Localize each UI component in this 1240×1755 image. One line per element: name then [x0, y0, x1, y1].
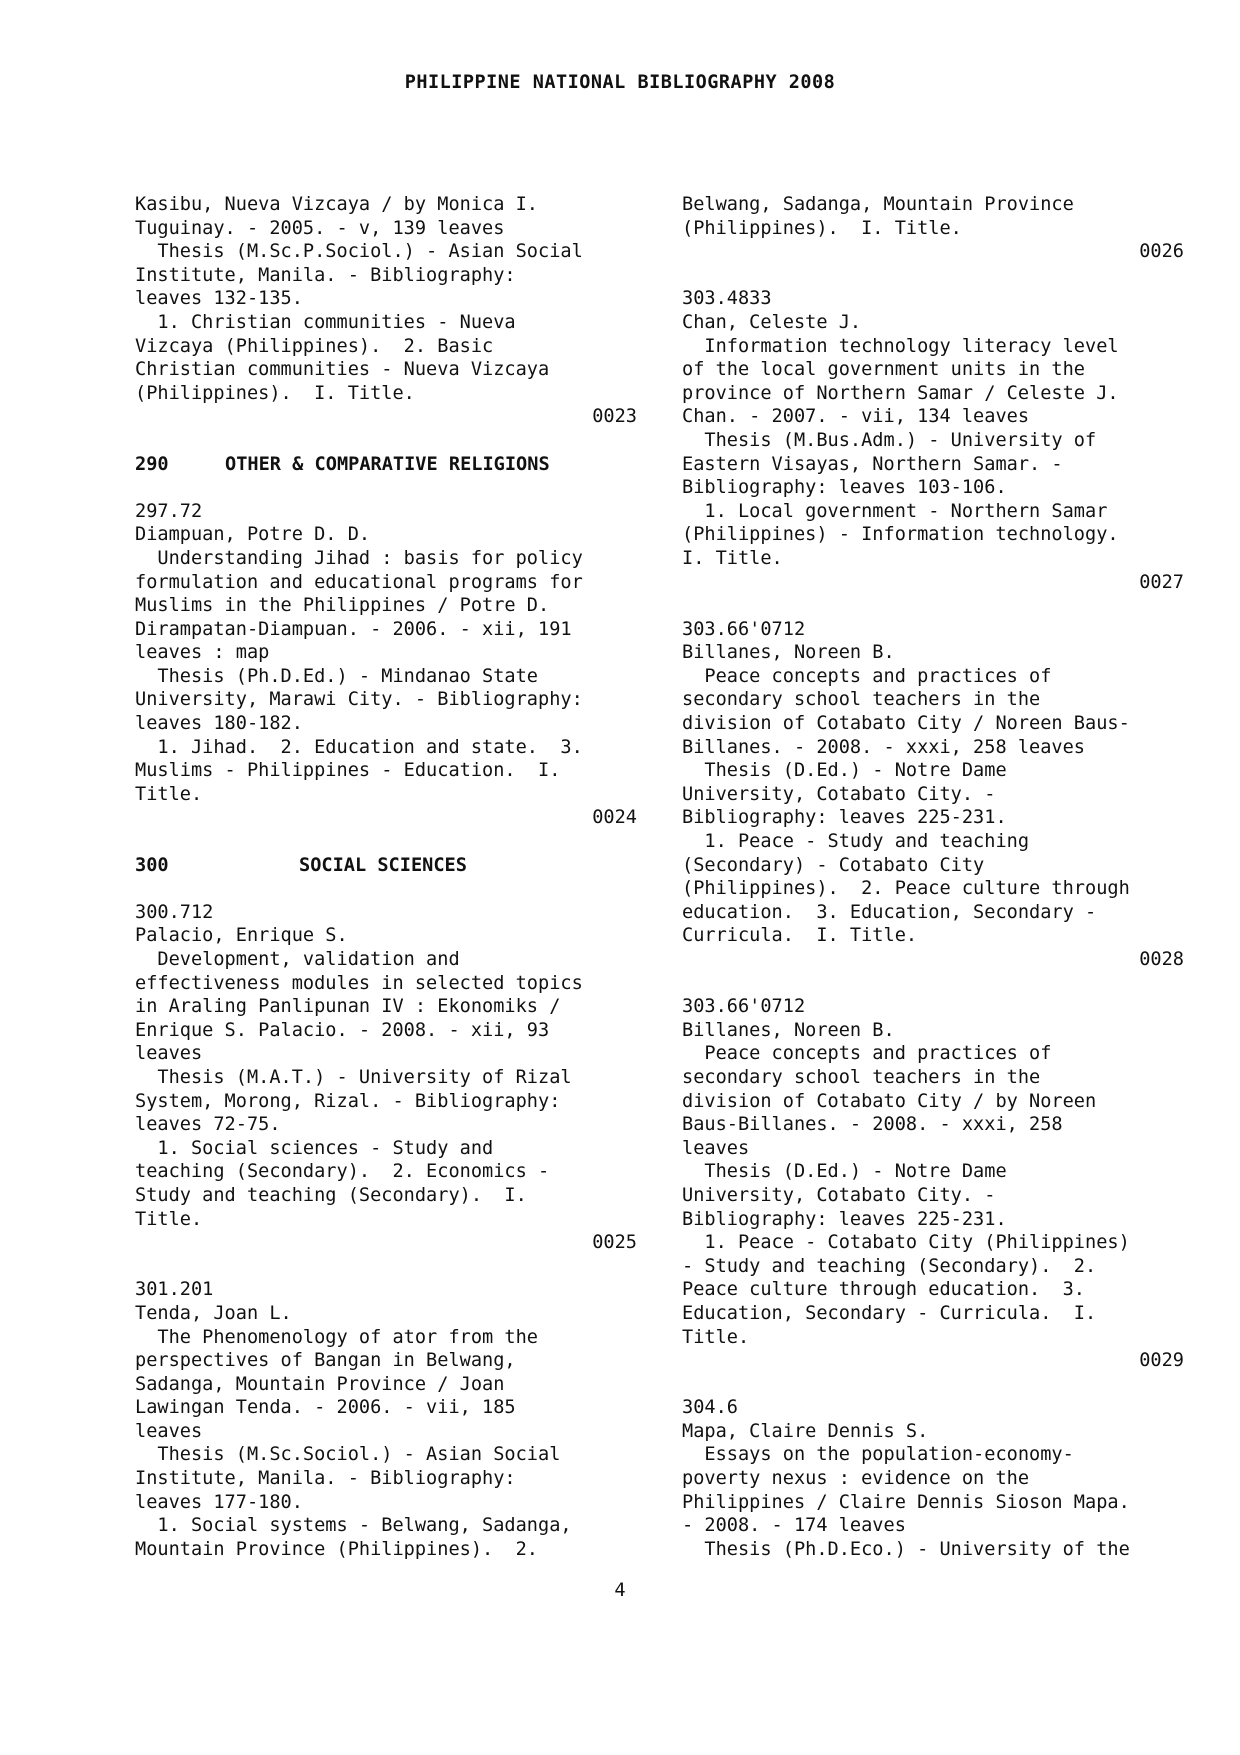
entry-line: poverty nexus : evidence on the — [682, 1468, 1030, 1490]
entry-line: Lawingan Tenda. - 2006. - vii, 185 — [135, 1397, 516, 1419]
entry-line: perspectives of Bangan in Belwang, — [135, 1350, 516, 1372]
entry-line: Peace culture through education. 3. — [682, 1279, 1085, 1301]
left-column — [135, 193, 637, 1561]
entry-line: 303.66'0712 — [682, 618, 806, 640]
entry-line: 1. Jihad. 2. Education and state. 3. — [135, 736, 583, 758]
entry-line: Essays on the population-economy- — [682, 1444, 1074, 1466]
entry-line: Dirampatan-Diampuan. - 2006. - xii, 191 — [135, 618, 572, 640]
entry-number: 0023 — [592, 406, 637, 428]
line-spacer — [682, 1373, 1184, 1397]
line-spacer — [135, 476, 637, 500]
entry-line: University, Marawi City. - Bibliography: — [135, 689, 583, 711]
entry-line: Billanes. - 2008. - xxxi, 258 leaves — [682, 736, 1085, 758]
entry-line: Muslims - Philippines - Education. I. — [135, 760, 561, 782]
entry-line: 1. Social sciences - Study and — [135, 1137, 494, 1159]
entry-line: Bibliography: leaves 225-231. — [682, 807, 1007, 829]
entry-line: Eastern Visayas, Northern Samar. - — [682, 453, 1063, 475]
entry-line: (Philippines). I. Title. — [135, 382, 415, 404]
entry-line: Peace concepts and practices of — [682, 1043, 1052, 1065]
section-title: SOCIAL SCIENCES — [299, 854, 467, 876]
entry-line: Chan. - 2007. - vii, 134 leaves — [682, 406, 1030, 428]
entry-line: Enrique S. Palacio. - 2008. - xii, 93 — [135, 1019, 550, 1041]
entry-line: 304.6 — [682, 1397, 738, 1419]
entry-line: leaves : map — [135, 642, 270, 664]
page-number: 4 — [614, 1580, 626, 1601]
entry-line: Bibliography: leaves 225-231. — [682, 1208, 1007, 1230]
entry-line: Billanes, Noreen B. — [682, 642, 895, 664]
entry-line: Study and teaching (Secondary). I. — [135, 1184, 527, 1206]
entry-line: - Study and teaching (Secondary). 2. — [682, 1255, 1097, 1277]
entry-line: leaves 177-180. — [135, 1491, 303, 1513]
entry-line: Institute, Manila. - Bibliography: — [135, 264, 516, 286]
entry-line: Thesis (D.Ed.) - Notre Dame — [682, 760, 1007, 782]
entry-line: leaves — [135, 1420, 203, 1442]
entry-line: division of Cotabato City / Noreen Baus- — [682, 713, 1130, 735]
entry-line: Chan, Celeste J. — [682, 311, 862, 333]
right-column — [682, 193, 1184, 1561]
entry-line: Curricula. I. Title. — [682, 925, 918, 947]
entry-line: Thesis (Ph.D.Eco.) - University of the — [682, 1538, 1130, 1560]
entry-line: Muslims in the Philippines / Potre D. — [135, 595, 550, 617]
entry-line: Education, Secondary - Curricula. I. — [682, 1302, 1097, 1324]
entry-line: Tenda, Joan L. — [135, 1302, 292, 1324]
entry-number: 0029 — [1139, 1350, 1184, 1372]
entry-line: 1. Christian communities - Nueva — [135, 311, 516, 333]
entry-line: Christian communities - Nueva Vizcaya — [135, 359, 550, 381]
entry-line: Diampuan, Potre D. D. — [135, 524, 371, 546]
entry-line: (Philippines). I. Title. — [682, 217, 962, 239]
entry-line: I. Title. — [682, 547, 783, 569]
entry-line: 1. Peace - Cotabato City (Philippines) — [682, 1232, 1130, 1254]
entry-line: Thesis (M.Sc.P.Sociol.) - Asian Social — [135, 241, 583, 263]
entry-line: Sadanga, Mountain Province / Joan — [135, 1373, 505, 1395]
entry-line: Mountain Province (Philippines). 2. — [135, 1538, 538, 1560]
line-spacer — [135, 1255, 637, 1279]
entry-line: education. 3. Education, Secondary - — [682, 901, 1097, 923]
entry-line: 1. Local government - Northern Samar — [682, 500, 1108, 522]
entry-line: teaching (Secondary). 2. Economics - — [135, 1161, 550, 1183]
line-spacer — [682, 264, 1184, 288]
entry-line: of the local government units in the — [682, 359, 1085, 381]
entry-line: secondary school teachers in the — [682, 1066, 1041, 1088]
entry-line: Information technology literacy level — [682, 335, 1119, 357]
section-class-number: 290 — [135, 453, 169, 475]
entry-line: leaves — [682, 1137, 750, 1159]
line-spacer — [135, 877, 637, 901]
entry-line: Philippines / Claire Dennis Sioson Mapa. — [682, 1491, 1130, 1513]
entry-number: 0025 — [592, 1232, 637, 1254]
entry-line: 300.712 — [135, 901, 214, 923]
entry-line: Development, validation and — [135, 949, 460, 970]
entry-line: Peace concepts and practices of — [682, 665, 1052, 687]
entry-number: 0027 — [1139, 571, 1184, 593]
entry-line: Palacio, Enrique S. — [135, 925, 348, 947]
entry-line: Baus-Billanes. - 2008. - xxxi, 258 — [682, 1114, 1063, 1136]
entry-line: secondary school teachers in the — [682, 689, 1041, 711]
entry-line: Kasibu, Nueva Vizcaya / by Monica I. — [135, 194, 538, 215]
entry-line: 1. Peace - Study and teaching — [682, 831, 1030, 853]
entry-line: Bibliography: leaves 103-106. — [682, 477, 1007, 499]
entry-line: University, Cotabato City. - — [682, 1184, 996, 1206]
section-heading — [135, 854, 637, 878]
section-title: OTHER & COMPARATIVE RELIGIONS — [225, 453, 550, 475]
entry-line: The Phenomenology of ator from the — [135, 1326, 538, 1348]
entry-line: Thesis (Ph.D.Ed.) - Mindanao State — [135, 665, 538, 687]
entry-line: Mapa, Claire Dennis S. — [682, 1420, 929, 1442]
entry-line: leaves 132-135. — [135, 288, 303, 310]
entry-line: leaves 180-182. — [135, 713, 303, 735]
entry-line: Thesis (M.Bus.Adm.) - University of — [682, 429, 1097, 451]
entry-line: Title. — [135, 783, 203, 805]
entry-number: 0028 — [1139, 949, 1184, 970]
entry-line: leaves — [135, 1043, 203, 1065]
entry-line: Tuguinay. - 2005. - v, 139 leaves — [135, 217, 505, 239]
entry-line: Institute, Manila. - Bibliography: — [135, 1468, 516, 1490]
entry-line: System, Morong, Rizal. - Bibliography: — [135, 1090, 561, 1112]
entry-line: (Philippines). 2. Peace culture through — [682, 878, 1130, 900]
entry-line: Belwang, Sadanga, Mountain Province — [682, 194, 1074, 215]
entry-line: in Araling Panlipunan IV : Ekonomiks / — [135, 996, 561, 1018]
entry-line: (Philippines) - Information technology. — [682, 524, 1119, 546]
entry-number: 0026 — [1139, 241, 1184, 263]
entry-line: leaves 72-75. — [135, 1114, 281, 1136]
entry-line: province of Northern Samar / Celeste J. — [682, 382, 1119, 404]
line-spacer — [135, 429, 637, 453]
entry-line: 303.4833 — [682, 288, 772, 310]
entry-line: division of Cotabato City / by Noreen — [682, 1090, 1097, 1112]
line-spacer — [682, 594, 1184, 618]
entry-number: 0024 — [592, 807, 637, 829]
entry-line: (Secondary) - Cotabato City — [682, 854, 985, 876]
entry-line: 301.201 — [135, 1279, 214, 1301]
entry-line: effectiveness modules in selected topics — [135, 972, 583, 994]
entry-line: 1. Social systems - Belwang, Sadanga, — [135, 1515, 572, 1537]
entry-line: Understanding Jihad : basis for policy — [135, 547, 583, 569]
section-heading — [135, 453, 637, 477]
line-spacer — [135, 830, 637, 854]
entry-line: Billanes, Noreen B. — [682, 1019, 895, 1041]
entry-line: Vizcaya (Philippines). 2. Basic — [135, 335, 494, 357]
entry-line: 297.72 — [135, 500, 203, 522]
entry-line: University, Cotabato City. - — [682, 783, 996, 805]
entry-line: Title. — [682, 1326, 750, 1348]
running-head-title: PHILIPPINE NATIONAL BIBLIOGRAPHY 2008 — [404, 72, 836, 93]
entry-line: Thesis (M.A.T.) - University of Rizal — [135, 1066, 572, 1088]
section-class-number: 300 — [135, 854, 169, 876]
entry-line: formulation and educational programs for — [135, 571, 583, 593]
entry-line: 303.66'0712 — [682, 996, 806, 1018]
entry-line: Thesis (M.Sc.Sociol.) - Asian Social — [135, 1444, 561, 1466]
entry-line: Title. — [135, 1208, 203, 1230]
entry-line: - 2008. - 174 leaves — [682, 1515, 906, 1537]
entry-line: Thesis (D.Ed.) - Notre Dame — [682, 1161, 1007, 1183]
line-spacer — [682, 972, 1184, 996]
